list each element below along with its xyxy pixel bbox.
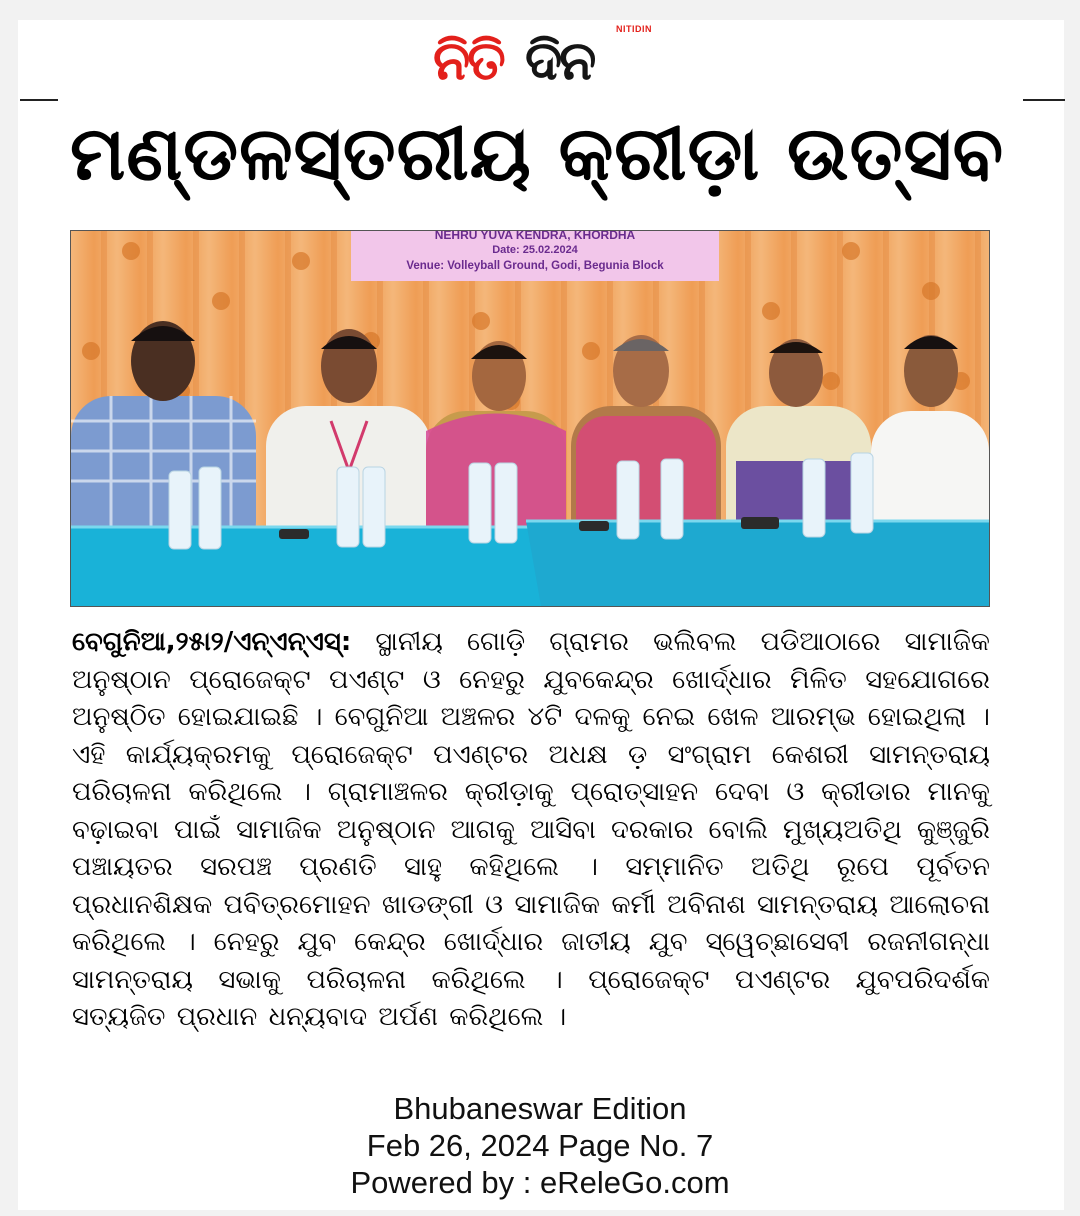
- article-body: [72, 624, 990, 1037]
- headline: ମଣ୍ଡଳସ୍ତରୀୟ କ୍ରୀଡ଼ା ଉତ୍ସବ: [70, 111, 1005, 197]
- article-text: ସ୍ଥାନୀୟ ଗୋଡ଼ି ଗ୍ରାମର ଭଲିବଲ ପଡିଆଠାରେ ସାମାଜିକ ଅନୁଷ୍ଠାନ ପ୍ରୋଜେକ୍ଟ ପଏଣ୍ଟ ଓ ନେହରୁ ଯୁବକେନ୍ଦ୍ର ଖୋର୍ଦ୍ଧାର ମିଳିତ ସହଯୋଗରେ ଅନୁଷ୍ଠିତ ହୋଇଯାଇଛି । ବେଗୁନିଆ ଅଞ୍ଚଳର ୪ଟି ଦଳକୁ ନେଇ ଖେଳ ଆରମ୍ଭ ହୋଇଥିଲା । ଏହି କାର୍ଯ୍ୟକ୍ରମକୁ ପ୍ରୋଜେକ୍ଟ ପଏଣ୍ଟର ଅଧକ୍ଷ ଡ଼ ସଂଗ୍ରାମ କେଶରୀ ସାମନ୍ତରାୟ ପରିଚାଳନା କରିଥିଲେ । ଗ୍ରାମାଞ୍ଚଳର କ୍ରୀଡ଼ାକୁ ପ୍ରୋତ୍ସାହନ ଦେବା ଓ କ୍ରୀଡାର ମାନକୁ ବଢ଼ାଇବା ପାଇଁ ସାମାଜିକ ଅନୁଷ୍ଠାନ ଆଗକୁ ଆସିବା ଦରକାର ବୋଲି ମୁଖ୍ୟଅତିଥି କୁଞ୍ଜୁରି ପଞ୍ଚାୟତର ସରପଞ୍ଚ ପ୍ରଣତି ସାହୁ କହିଥିଲେ । ସମ୍ମାନିତ ଅତିଥି ରୂପେ ପୂର୍ବତନ ପ୍ରଧାନଶିକ୍ଷକ ପବିତ୍ରମୋହନ ଖାଡଙ୍ଗୀ ଓ ସାମାଜିକ କର୍ମୀ ଅବିନାଶ ସାମନ୍ତରାୟ ଆଲୋଚନା କରିଥିଲେ । ନେହରୁ ଯୁବ କେନ୍ଦ୍ର ଖୋର୍ଦ୍ଧାର ଜାତୀୟ ଯୁବ ସ୍ୱେଚ୍ଛାସେବୀ ରଜନୀଗନ୍ଧା ସାମନ୍ତରାୟ ସଭାକୁ ପରିଚାଳନା କରିଥିଲେ । ପ୍ରୋଜେକ୍ଟ ପଏଣ୍ଟର ଯୁବପରିଦର୍ଶକ ସତ୍ୟଜିତ ପ୍ରଧାନ ଧନ୍ୟବାଦ ଅର୍ପଣ କରିଥିଲେ ।: [72, 627, 991, 1032]
- masthead-title-red: ନିତି: [433, 29, 503, 92]
- banner-line1: NEHRU YUVA KENDRA, KHORDHA: [434, 231, 636, 242]
- article-dateline: ବେଗୁନିଆ,୨୫ା୨/ଏନ୍‌ଏନ୍‌ଏସ୍‌:: [72, 627, 352, 657]
- footer-powered-by: Powered by : eReleGo.com: [350, 1165, 730, 1200]
- banner-line2: Date: 25.02.2024: [492, 244, 578, 256]
- banner-line3: Venue: Volleyball Ground, Godi, Begunia Block: [406, 260, 664, 272]
- masthead-latin: NITIDIN: [616, 24, 652, 34]
- edition-footer: [240, 1090, 840, 1201]
- table-right: [526, 521, 989, 606]
- news-photo: [70, 230, 990, 607]
- masthead-title-black: ଦିନ: [525, 29, 594, 92]
- footer-date-page: Feb 26, 2024 Page No. 7: [366, 1128, 714, 1163]
- masthead-rule-right: [1023, 99, 1065, 101]
- footer-edition: Bhubaneswar Edition: [393, 1091, 687, 1126]
- masthead-rule-left: [20, 99, 58, 101]
- masthead-logo: [433, 24, 652, 100]
- event-banner: [351, 231, 719, 281]
